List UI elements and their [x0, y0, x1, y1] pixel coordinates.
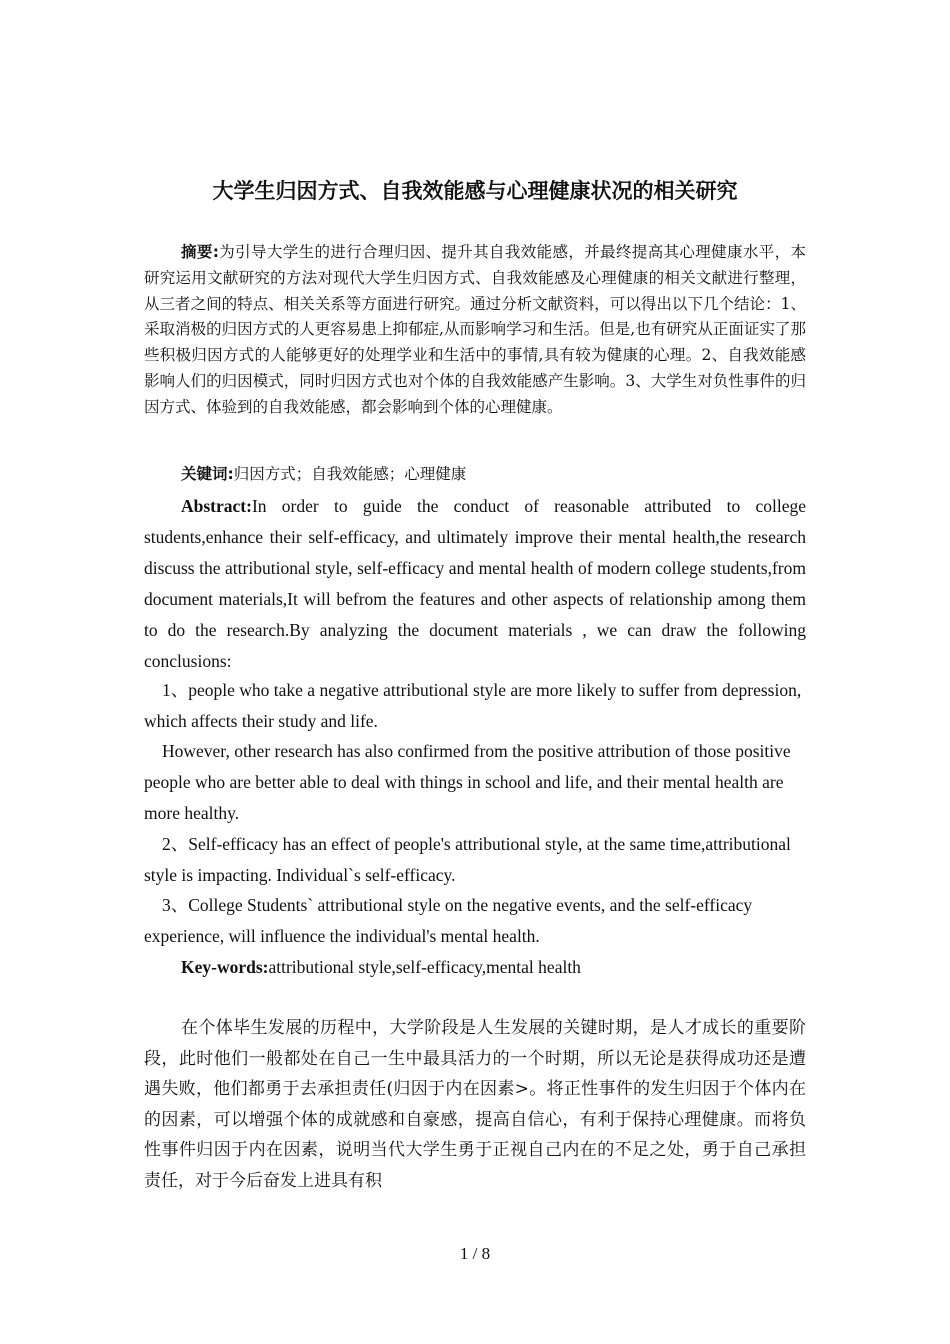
conclusion-2: 2、Self-efficacy has an effect of people's attributional style, at the same time,attributional style is impacting. Individual`s self-efficacy. — [144, 834, 791, 885]
keywords-cn-paragraph — [144, 462, 806, 488]
abstract-cn-label: 摘要: — [181, 243, 219, 261]
abstract-en-paragraph — [144, 491, 806, 677]
keywords-cn-label: 关键词: — [181, 465, 234, 483]
keywords-cn-text: 归因方式；自我效能感；心理健康 — [233, 465, 467, 483]
keywords-en-text: attributional style,self-efficacy,mental health — [268, 957, 581, 977]
keywords-en-label: Key-words: — [181, 957, 269, 977]
body-paragraph: 在个体毕生发展的历程中，大学阶段是人生发展的关键时期，是人才成长的重要阶段，此时他们一般都处在自己一生中最具活力的一个时期，所以无论是获得成功还是遭遇失败，他们都勇于去承担责任(归因于内在因素>。将正性事件的发生归因于个体内在的因素，可以增强个体的成就感和自豪感，提高自信心，有利于保持心理健康。而将负性事件归因于内在因素，说明当代大学生勇于正视自己内在的不足之处，勇于自己承担责任，对于今后奋发上进具有积 — [144, 1018, 806, 1191]
conclusion-3: 3、College Students` attributional style on the negative events, and the self-efficacy experience, will influence the individual's mental health. — [144, 895, 753, 946]
conclusion-1: 1、people who take a negative attributional style are more likely to suffer from depression, which affects their study and life. — [144, 680, 802, 731]
abstract-cn-text: 为引导大学生的进行合理归因、提升其自我效能感，并最终提高其心理健康水平，本研究运用文献研究的方法对现代大学生归因方式、自我效能感及心理健康的相关文献进行整理，从三者之间的特点、相关关系等方面进行研究。通过分析文献资料，可以得出以下几个结论：1、采取消极的归因方式的人更容易患上抑郁症,从而影响学习和生活。但是,也有研究从正面证实了那些积极归因方式的人能够更好的处理学业和生活中的事情,具有较为健康的心理。2、自我效能感影响人们的归因模式，同时归因方式也对个体的自我效能感产生影响。3、大学生对负性事件的归因方式、体验到的自我效能感，都会影响到个体的心理健康。 — [144, 243, 806, 416]
abstract-en-label: Abstract: — [181, 496, 252, 516]
document-title: 大学生归因方式、自我效能感与心理健康状况的相关研究 — [212, 179, 738, 203]
conclusion-positive-attribution: However, other research has also confirmed from the positive attribution of those positive people who are better able to deal with things in school and life, and their mental health are more healthy. — [144, 741, 791, 823]
abstract-en-text: In order to guide the conduct of reasonable attributed to college students,enhance their self-efficacy, and ultimately improve their mental health,the research discuss the attributional style, self-efficacy and mental health of modern college students,from document materials,It will befrom the features and other aspects of relationship among them to do the research.By analyzing the document materials , we can draw the following conclusions: — [144, 496, 806, 671]
abstract-cn-paragraph — [144, 240, 806, 421]
keywords-en-paragraph — [144, 952, 806, 983]
page-number: 1 / 8 — [459, 1244, 491, 1263]
